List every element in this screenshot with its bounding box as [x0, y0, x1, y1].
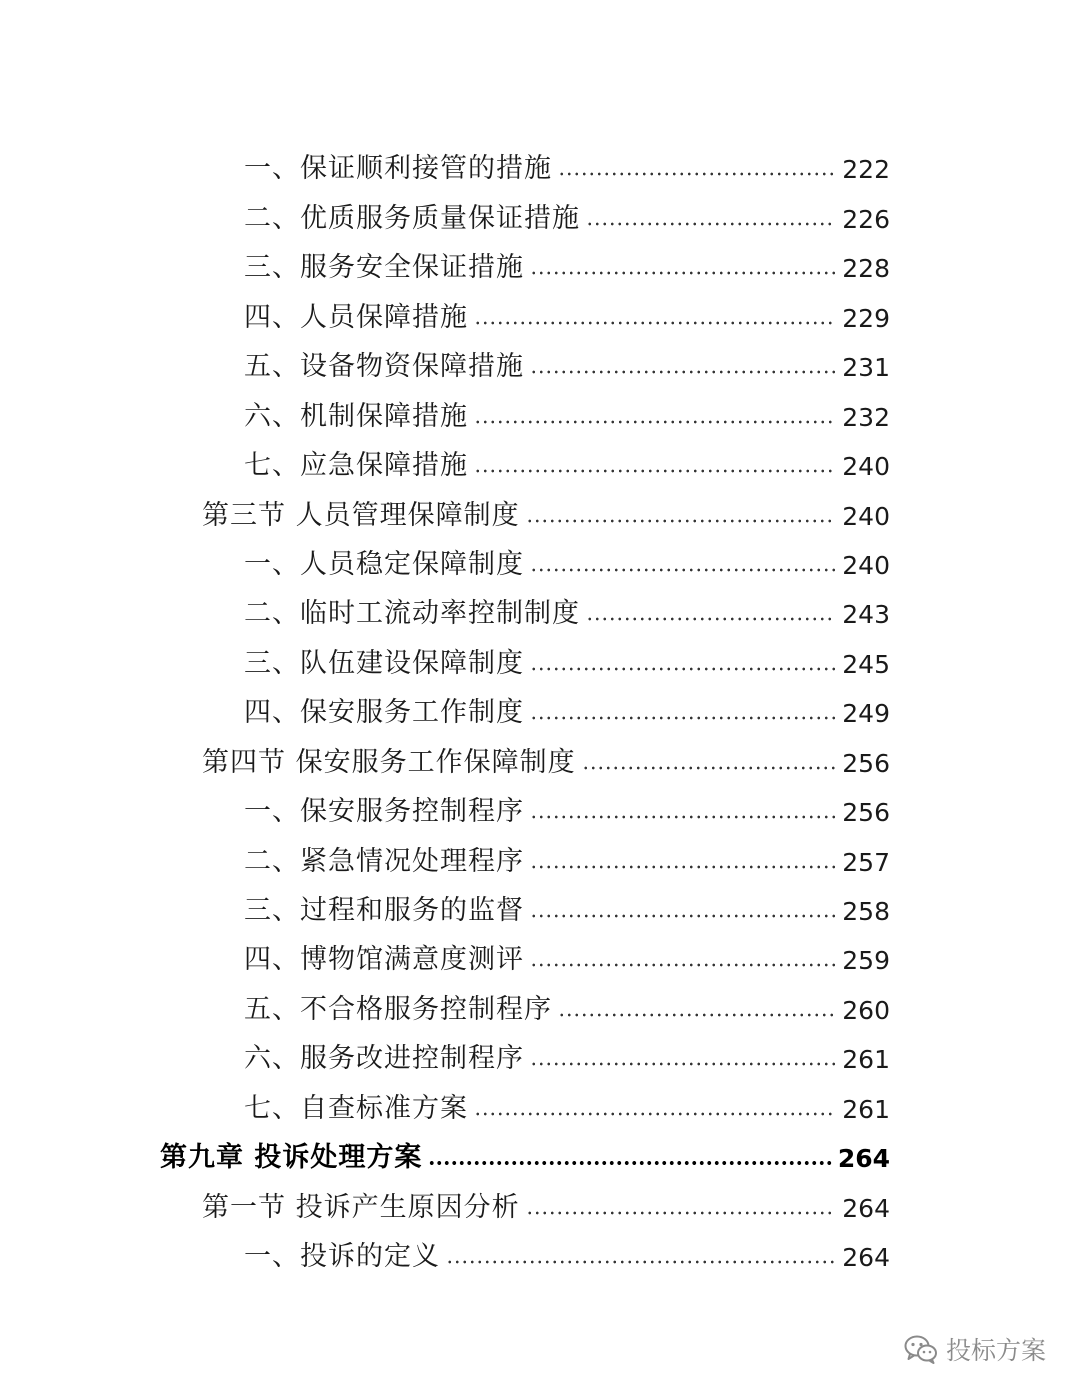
toc-entry[interactable] [0, 182, 1080, 234]
toc-entry-title: 一、保安服务控制程序 [244, 796, 524, 828]
toc-entry-page-number: 260 [842, 995, 890, 1025]
toc-entry[interactable] [0, 529, 1080, 578]
toc-dot-leader [474, 320, 836, 326]
toc-entry-title: 四、保安服务工作制度 [244, 697, 524, 729]
toc-entry-page-number: 264 [842, 1243, 890, 1273]
toc-entry-title: 四、人员保障措施 [244, 301, 468, 333]
toc-entry-page-number: 243 [842, 600, 890, 630]
toc-entry-page-number: 261 [842, 1045, 890, 1075]
toc-entry-title: 一、保证顺利接管的措施 [244, 153, 552, 185]
toc-entry[interactable] [0, 875, 1080, 924]
toc-dot-leader [526, 518, 837, 524]
toc-dot-leader [526, 1210, 837, 1216]
toc-dot-leader [474, 419, 836, 425]
toc-entry-page-number: 264 [842, 1193, 890, 1223]
watermark-text: 投标方案 [945, 1336, 1046, 1365]
toc-entry-page-number: 259 [842, 946, 890, 976]
toc-entry-title: 第九章 投诉处理方案 [160, 1142, 423, 1174]
toc-entry-title: 三、过程和服务的监督 [244, 895, 524, 926]
toc-entry-page-number: 249 [842, 699, 890, 729]
toc-entry-title: 六、机制保障措施 [244, 400, 468, 432]
toc-entry-page-number: 240 [842, 501, 890, 531]
toc-entry[interactable] [0, 1072, 1080, 1124]
toc-dot-leader [530, 666, 836, 672]
toc-entry-page-number: 229 [842, 303, 890, 333]
toc-entry-page-number: 264 [837, 1144, 890, 1174]
toc-dot-leader [530, 1061, 836, 1067]
toc-entry[interactable] [0, 973, 1080, 1025]
toc-entry-page-number: 222 [842, 155, 890, 185]
toc-entry-title: 二、紧急情况处理程序 [244, 845, 524, 877]
toc-dot-leader [530, 567, 836, 573]
toc-dot-leader [530, 814, 836, 820]
toc-entry-title: 三、服务安全保证措施 [244, 252, 524, 284]
toc-entry[interactable] [0, 578, 1080, 630]
toc-entry[interactable] [0, 1171, 1080, 1223]
toc-entry-page-number: 261 [842, 1094, 890, 1124]
toc-dot-leader [558, 171, 836, 177]
toc-entry-title: 一、投诉的定义 [244, 1241, 440, 1273]
toc-entry-page-number: 232 [842, 402, 890, 432]
toc-entry-title: 一、人员稳定保障制度 [244, 548, 524, 580]
toc-dot-leader [474, 1111, 836, 1117]
toc-dot-leader [530, 270, 836, 276]
toc-entry-title: 第三节 人员管理保障制度 [202, 499, 520, 531]
toc-entry-page-number: 258 [842, 897, 890, 926]
toc-entry[interactable] [0, 331, 1080, 383]
toc-entry-page-number: 257 [842, 847, 890, 877]
toc-entry[interactable] [0, 380, 1080, 432]
toc-entry-title: 三、队伍建设保障制度 [244, 647, 524, 679]
toc-entry[interactable] [0, 726, 1080, 778]
toc-entry-title: 七、应急保障措施 [244, 450, 468, 482]
toc-entry-page-number: 245 [842, 649, 890, 679]
toc-entry-title: 四、博物馆满意度测评 [244, 944, 524, 976]
toc-entry[interactable] [0, 1023, 1080, 1075]
toc-entry[interactable] [0, 430, 1080, 482]
toc-dot-leader [582, 765, 837, 771]
toc-entry-page-number: 256 [842, 748, 890, 778]
toc-dot-leader [530, 864, 836, 870]
toc-dot-leader [558, 1012, 836, 1018]
toc-entry-page-number: 228 [842, 254, 890, 284]
toc-entry-title: 二、优质服务质量保证措施 [244, 202, 580, 234]
toc-entry[interactable] [0, 281, 1080, 333]
toc-dot-leader [530, 369, 836, 375]
toc-dot-leader [530, 962, 836, 968]
toc-dot-leader [586, 616, 836, 622]
toc-dot-leader [586, 221, 836, 227]
toc-entry-title: 二、临时工流动率控制制度 [244, 598, 580, 630]
watermark [904, 1331, 1046, 1367]
toc-dot-leader [428, 1160, 831, 1166]
toc-dot-leader [474, 468, 836, 474]
toc-entry-title: 第四节 保安服务工作保障制度 [202, 746, 576, 778]
toc-entry-page-number: 256 [842, 798, 890, 828]
toc-entry-title: 七、自查标准方案 [244, 1092, 468, 1124]
toc-entry-page-number: 240 [842, 550, 890, 580]
toc-entry-title: 五、设备物资保障措施 [244, 351, 524, 383]
wechat-icon [904, 1334, 938, 1364]
toc-dot-leader [446, 1259, 836, 1265]
toc-entry[interactable] [0, 825, 1080, 877]
toc-entry[interactable] [0, 627, 1080, 679]
toc-entry-title: 五、不合格服务控制程序 [244, 993, 552, 1025]
toc-entry[interactable] [0, 479, 1080, 531]
toc-entry[interactable] [0, 677, 1080, 729]
toc-entry-page-number: 240 [842, 452, 890, 482]
toc-entry[interactable] [0, 776, 1080, 828]
toc-entry-page-number: 226 [842, 204, 890, 234]
toc-entry[interactable] [0, 232, 1080, 284]
toc-entry-title: 第一节 投诉产生原因分析 [202, 1191, 520, 1223]
toc-entry[interactable] [0, 924, 1080, 976]
toc-entry-title: 六、服务改进控制程序 [244, 1043, 524, 1075]
toc-dot-leader [530, 913, 836, 919]
toc-entry-page-number: 231 [842, 353, 890, 383]
toc-entry[interactable] [0, 1221, 1080, 1273]
toc-entry[interactable] [0, 1122, 1080, 1174]
toc-entry[interactable] [0, 133, 1080, 185]
table-of-contents [0, 133, 1080, 1273]
toc-dot-leader [530, 715, 836, 721]
